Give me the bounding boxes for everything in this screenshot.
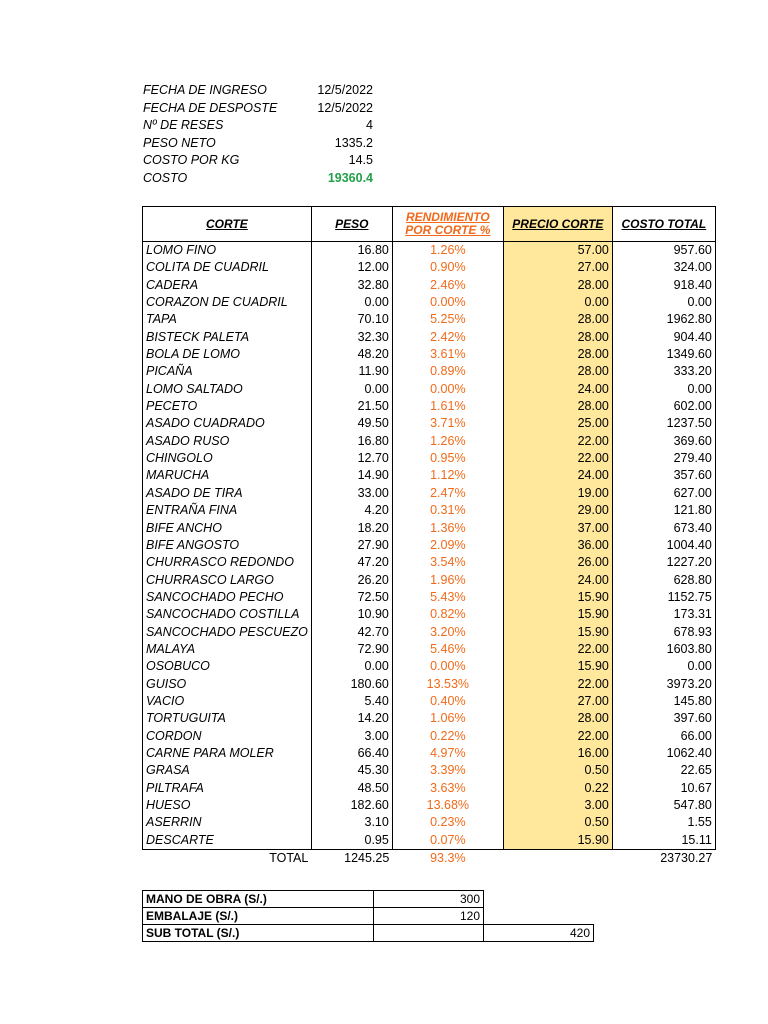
cell-rendimiento: 2.47% [392, 485, 503, 502]
cell-costo: 145.80 [612, 693, 715, 710]
header-corte: CORTE [143, 207, 312, 242]
cell-rendimiento: 0.82% [392, 606, 503, 623]
cell-peso: 66.40 [311, 745, 392, 762]
table-row [143, 606, 716, 623]
subtable-row-sub-total [143, 925, 594, 942]
cell-peso: 5.40 [311, 693, 392, 710]
cell-precio: 24.00 [503, 381, 612, 398]
table-row [143, 259, 716, 276]
cell-precio: 22.00 [503, 433, 612, 450]
cell-precio: 26.00 [503, 554, 612, 571]
cell-rendimiento: 5.43% [392, 589, 503, 606]
cell-corte: COLITA DE CUADRIL [143, 259, 312, 276]
table-row [143, 277, 716, 294]
cell-peso: 21.50 [311, 398, 392, 415]
table-row [143, 381, 716, 398]
cell-costo: 904.40 [612, 329, 715, 346]
totals-rendimiento: 93.3% [430, 851, 466, 866]
totals-peso: 1245.25 [344, 851, 390, 866]
cell-peso: 3.00 [311, 728, 392, 745]
cell-rendimiento: 1.26% [392, 242, 503, 260]
info-label: Nº DE RESES [143, 118, 224, 133]
cell-precio: 0.00 [503, 294, 612, 311]
cell-precio: 22.00 [503, 728, 612, 745]
table-row [143, 311, 716, 328]
header-costo: COSTO TOTAL [612, 207, 715, 242]
cell-precio: 25.00 [503, 415, 612, 432]
cell-costo: 369.60 [612, 433, 715, 450]
cell-corte: MALAYA [143, 641, 312, 658]
cell-corte: SANCOCHADO COSTILLA [143, 606, 312, 623]
sub-total-label: SUB TOTAL (S/.) [143, 925, 374, 942]
costs-subtable [142, 890, 594, 942]
cell-corte: PECETO [143, 398, 312, 415]
cell-corte: BISTECK PALETA [143, 329, 312, 346]
info-row-costo [143, 170, 373, 188]
cell-peso: 0.00 [311, 381, 392, 398]
cell-peso: 16.80 [311, 242, 392, 260]
cell-costo: 0.00 [612, 658, 715, 675]
cell-costo: 1004.40 [612, 537, 715, 554]
cell-rendimiento: 13.68% [392, 797, 503, 814]
cell-rendimiento: 2.09% [392, 537, 503, 554]
cell-costo: 324.00 [612, 259, 715, 276]
table-row [143, 762, 716, 779]
cell-corte: SANCOCHADO PESCUEZO [143, 624, 312, 641]
cell-corte: LOMO FINO [143, 242, 312, 260]
cell-costo: 10.67 [612, 780, 715, 797]
cell-rendimiento: 0.40% [392, 693, 503, 710]
table-row [143, 693, 716, 710]
blank-cell [484, 908, 594, 925]
cell-costo: 66.00 [612, 728, 715, 745]
cell-peso: 18.20 [311, 520, 392, 537]
sub-total-empty [374, 925, 484, 942]
cell-rendimiento: 1.61% [392, 398, 503, 415]
cell-peso: 14.90 [311, 467, 392, 484]
table-body [143, 242, 716, 850]
cuts-table [142, 206, 716, 867]
info-row-costo-kg [143, 152, 373, 170]
cell-corte: GRASA [143, 762, 312, 779]
table-row [143, 589, 716, 606]
cell-precio: 19.00 [503, 485, 612, 502]
cell-corte: DESCARTE [143, 832, 312, 850]
cell-precio: 22.00 [503, 450, 612, 467]
table-header-row [143, 207, 716, 242]
cell-costo: 918.40 [612, 277, 715, 294]
info-row-peso-neto [143, 135, 373, 153]
cell-corte: CHURRASCO REDONDO [143, 554, 312, 571]
blank-cell [484, 891, 594, 908]
cell-costo: 627.00 [612, 485, 715, 502]
cell-peso: 72.90 [311, 641, 392, 658]
cell-costo: 22.65 [612, 762, 715, 779]
cell-peso: 12.00 [311, 259, 392, 276]
cell-costo: 547.80 [612, 797, 715, 814]
info-value-costo: 19360.4 [327, 170, 373, 185]
cell-corte: BOLA DE LOMO [143, 346, 312, 363]
table-row [143, 242, 716, 260]
cell-rendimiento: 1.06% [392, 710, 503, 727]
info-value: 12/5/2022 [317, 100, 373, 115]
cell-precio: 16.00 [503, 745, 612, 762]
cell-costo: 1.55 [612, 814, 715, 831]
header-rendimiento-line2: POR CORTE % [405, 223, 491, 237]
cell-costo: 397.60 [612, 710, 715, 727]
cell-rendimiento: 0.89% [392, 363, 503, 380]
table-row [143, 329, 716, 346]
cell-precio: 15.90 [503, 606, 612, 623]
cell-rendimiento: 3.39% [392, 762, 503, 779]
cell-precio: 15.90 [503, 624, 612, 641]
table-row [143, 814, 716, 831]
cell-corte: OSOBUCO [143, 658, 312, 675]
cell-rendimiento: 0.00% [392, 294, 503, 311]
table-row [143, 780, 716, 797]
info-value: 4 [366, 118, 373, 133]
cell-costo: 3973.20 [612, 676, 715, 693]
cell-rendimiento: 1.36% [392, 520, 503, 537]
cell-precio: 29.00 [503, 502, 612, 519]
header-rendimiento-line1: RENDIMIENTO [405, 210, 490, 224]
cell-rendimiento: 2.46% [392, 277, 503, 294]
cell-peso: 48.50 [311, 780, 392, 797]
cell-corte: VACIO [143, 693, 312, 710]
info-label: COSTO POR KG [143, 153, 240, 168]
info-label: PESO NETO [143, 135, 216, 150]
cell-peso: 72.50 [311, 589, 392, 606]
cell-peso: 182.60 [311, 797, 392, 814]
info-row-fecha-ingreso [143, 82, 373, 100]
cell-costo: 0.00 [612, 294, 715, 311]
cell-peso: 48.20 [311, 346, 392, 363]
cell-rendimiento: 1.12% [392, 467, 503, 484]
cell-precio: 28.00 [503, 311, 612, 328]
cell-peso: 0.00 [311, 294, 392, 311]
cell-corte: ASADO RUSO [143, 433, 312, 450]
table-row [143, 433, 716, 450]
cell-corte: ENTRAÑA FINA [143, 502, 312, 519]
totals-label: TOTAL [269, 851, 309, 866]
cell-corte: PICAÑA [143, 363, 312, 380]
cell-costo: 173.31 [612, 606, 715, 623]
cell-peso: 49.50 [311, 415, 392, 432]
cell-costo: 1603.80 [612, 641, 715, 658]
cell-corte: GUISO [143, 676, 312, 693]
cell-costo: 121.80 [612, 502, 715, 519]
cell-precio: 57.00 [503, 242, 612, 260]
cell-costo: 1237.50 [612, 415, 715, 432]
cell-costo: 1062.40 [612, 745, 715, 762]
subtable-row-mano-obra [143, 891, 594, 908]
table-row [143, 797, 716, 814]
cell-costo: 1227.20 [612, 554, 715, 571]
table-row [143, 658, 716, 675]
cell-corte: CADERA [143, 277, 312, 294]
info-value: 12/5/2022 [317, 83, 373, 97]
cell-corte: CARNE PARA MOLER [143, 745, 312, 762]
table-row [143, 520, 716, 537]
info-value: 14.5 [348, 153, 373, 168]
cell-peso: 32.30 [311, 329, 392, 346]
cell-peso: 45.30 [311, 762, 392, 779]
cell-peso: 27.90 [311, 537, 392, 554]
cell-precio: 0.50 [503, 762, 612, 779]
cell-rendimiento: 1.96% [392, 572, 503, 589]
cell-precio: 22.00 [503, 641, 612, 658]
cell-rendimiento: 0.95% [392, 450, 503, 467]
table-row [143, 363, 716, 380]
cell-precio: 27.00 [503, 259, 612, 276]
cell-peso: 16.80 [311, 433, 392, 450]
cell-precio: 27.00 [503, 693, 612, 710]
totals-row [143, 850, 716, 868]
cell-peso: 70.10 [311, 311, 392, 328]
cell-rendimiento: 4.97% [392, 745, 503, 762]
header-peso: PESO [311, 207, 392, 242]
cell-costo: 357.60 [612, 467, 715, 484]
cell-rendimiento: 5.25% [392, 311, 503, 328]
table-row [143, 467, 716, 484]
cell-peso: 32.80 [311, 277, 392, 294]
info-row-reses [143, 117, 373, 135]
cell-precio: 28.00 [503, 277, 612, 294]
cell-peso: 47.20 [311, 554, 392, 571]
cell-precio: 28.00 [503, 329, 612, 346]
cell-costo: 1349.60 [612, 346, 715, 363]
info-value: 1335.2 [334, 135, 373, 150]
cell-costo: 602.00 [612, 398, 715, 415]
totals-precio-blank [503, 850, 612, 868]
cell-rendimiento: 2.42% [392, 329, 503, 346]
cell-corte: SANCOCHADO PECHO [143, 589, 312, 606]
cell-rendimiento: 3.63% [392, 780, 503, 797]
cell-precio: 22.00 [503, 676, 612, 693]
table-row [143, 745, 716, 762]
cell-precio: 3.00 [503, 797, 612, 814]
cell-costo: 15.11 [612, 832, 715, 850]
cell-precio: 28.00 [503, 398, 612, 415]
cell-costo: 673.40 [612, 520, 715, 537]
cell-peso: 3.10 [311, 814, 392, 831]
cell-peso: 0.00 [311, 658, 392, 675]
cell-precio: 15.90 [503, 589, 612, 606]
cell-peso: 12.70 [311, 450, 392, 467]
cell-rendimiento: 3.61% [392, 346, 503, 363]
cell-precio: 37.00 [503, 520, 612, 537]
cell-peso: 11.90 [311, 363, 392, 380]
cell-rendimiento: 3.20% [392, 624, 503, 641]
sub-total-value: 420 [484, 925, 594, 942]
cell-precio: 28.00 [503, 710, 612, 727]
table-row [143, 450, 716, 467]
cell-costo: 1962.80 [612, 311, 715, 328]
cell-precio: 15.90 [503, 658, 612, 675]
cell-peso: 33.00 [311, 485, 392, 502]
cell-corte: ASERRIN [143, 814, 312, 831]
info-block [143, 82, 373, 188]
cell-peso: 14.20 [311, 710, 392, 727]
cell-precio: 15.90 [503, 832, 612, 850]
table-row [143, 537, 716, 554]
table-row [143, 624, 716, 641]
embalaje-label: EMBALAJE (S/.) [143, 908, 374, 925]
table-row [143, 572, 716, 589]
header-precio: PRECIO CORTE [503, 207, 612, 242]
table-row [143, 641, 716, 658]
cell-peso: 180.60 [311, 676, 392, 693]
cell-precio: 36.00 [503, 537, 612, 554]
cell-precio: 24.00 [503, 467, 612, 484]
cell-rendimiento: 0.07% [392, 832, 503, 850]
cell-corte: BIFE ANCHO [143, 520, 312, 537]
cell-peso: 42.70 [311, 624, 392, 641]
cell-peso: 0.95 [311, 832, 392, 850]
cell-corte: CHINGOLO [143, 450, 312, 467]
mano-obra-label: MANO DE OBRA (S/.) [143, 891, 374, 908]
cell-corte: CORAZON DE CUADRIL [143, 294, 312, 311]
info-label: FECHA DE INGRESO [143, 83, 267, 97]
cell-precio: 28.00 [503, 363, 612, 380]
table-row [143, 398, 716, 415]
totals-costo: 23730.27 [660, 851, 713, 866]
cell-corte: TAPA [143, 311, 312, 328]
cell-costo: 279.40 [612, 450, 715, 467]
cell-peso: 10.90 [311, 606, 392, 623]
cell-precio: 0.50 [503, 814, 612, 831]
cell-rendimiento: 0.31% [392, 502, 503, 519]
table-row [143, 415, 716, 432]
cell-corte: CHURRASCO LARGO [143, 572, 312, 589]
cell-rendimiento: 0.22% [392, 728, 503, 745]
cell-rendimiento: 0.23% [392, 814, 503, 831]
table-row [143, 710, 716, 727]
cell-rendimiento: 3.71% [392, 415, 503, 432]
cell-costo: 0.00 [612, 381, 715, 398]
table-row [143, 554, 716, 571]
table-row [143, 676, 716, 693]
mano-obra-value: 300 [374, 891, 484, 908]
cell-corte: MARUCHA [143, 467, 312, 484]
cell-corte: BIFE ANGOSTO [143, 537, 312, 554]
cell-precio: 24.00 [503, 572, 612, 589]
cell-corte: TORTUGUITA [143, 710, 312, 727]
table-row [143, 294, 716, 311]
table-row [143, 346, 716, 363]
cell-peso: 26.20 [311, 572, 392, 589]
cell-costo: 1152.75 [612, 589, 715, 606]
cell-rendimiento: 0.90% [392, 259, 503, 276]
cell-rendimiento: 13.53% [392, 676, 503, 693]
cell-rendimiento: 5.46% [392, 641, 503, 658]
cell-costo: 333.20 [612, 363, 715, 380]
table-row [143, 832, 716, 850]
cell-rendimiento: 3.54% [392, 554, 503, 571]
cell-precio: 28.00 [503, 346, 612, 363]
embalaje-value: 120 [374, 908, 484, 925]
cell-costo: 678.93 [612, 624, 715, 641]
info-label: COSTO [143, 170, 188, 185]
cell-precio: 0.22 [503, 780, 612, 797]
cell-corte: LOMO SALTADO [143, 381, 312, 398]
cell-rendimiento: 0.00% [392, 381, 503, 398]
info-row-fecha-desposte [143, 100, 373, 118]
cell-corte: PILTRAFA [143, 780, 312, 797]
table-row [143, 502, 716, 519]
cell-rendimiento: 1.26% [392, 433, 503, 450]
table-row [143, 485, 716, 502]
cell-corte: ASADO CUADRADO [143, 415, 312, 432]
cell-costo: 628.80 [612, 572, 715, 589]
cell-rendimiento: 0.00% [392, 658, 503, 675]
cell-corte: CORDON [143, 728, 312, 745]
cell-peso: 4.20 [311, 502, 392, 519]
cell-corte: ASADO DE TIRA [143, 485, 312, 502]
subtable-row-embalaje [143, 908, 594, 925]
table-row [143, 728, 716, 745]
info-label: FECHA DE DESPOSTE [143, 100, 278, 115]
header-rendimiento [392, 207, 503, 242]
cell-corte: HUESO [143, 797, 312, 814]
cell-costo: 957.60 [612, 242, 715, 260]
